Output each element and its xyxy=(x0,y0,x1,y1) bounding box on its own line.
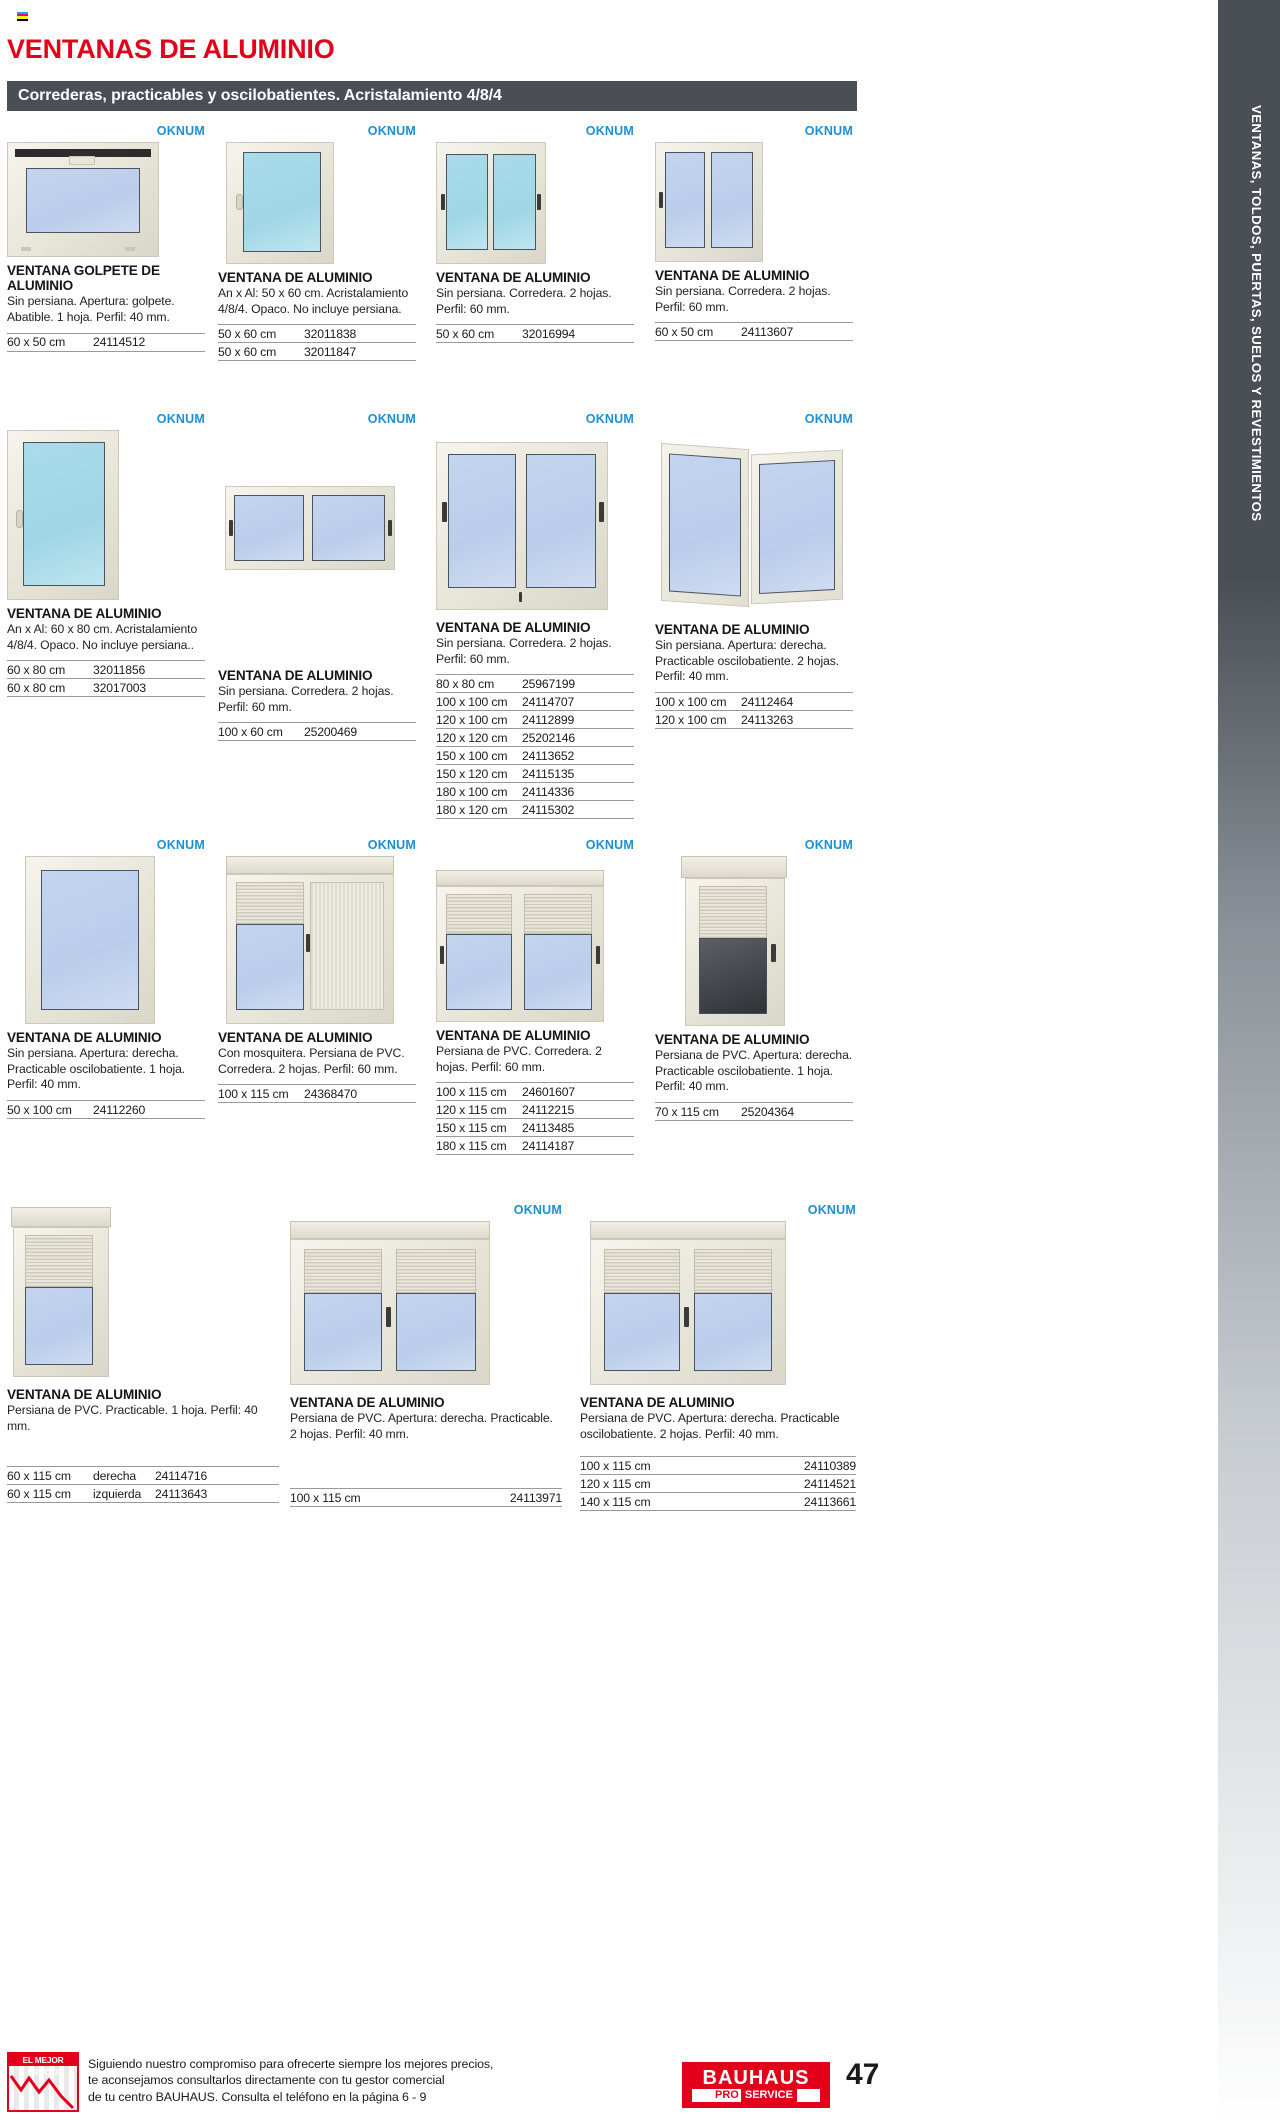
brand-label: OKNUM xyxy=(807,1203,856,1217)
table-row xyxy=(7,1484,279,1503)
product-image-p9 xyxy=(7,856,205,1024)
table-row xyxy=(436,1118,634,1136)
code-cell: 24113971 xyxy=(509,1490,562,1505)
size-cell: 120 x 120 cm xyxy=(436,730,508,745)
table-row xyxy=(655,692,853,710)
product-description: An x Al: 60 x 80 cm. Acristalamiento 4/8/4. Opaco. No incluye persiana.. xyxy=(7,622,198,652)
code-cell: 24113607 xyxy=(741,324,794,339)
product-code-table xyxy=(218,324,416,361)
pro-service-label xyxy=(692,2089,820,2102)
section-subtitle-bar xyxy=(7,81,857,111)
category-side-tab-label: VENTANAS, TOLDOS, PUERTAS, SUELOS Y REVESTIMIENTOS xyxy=(1249,105,1264,522)
code-cell: 24113652 xyxy=(522,748,575,763)
brand-label: OKNUM xyxy=(156,124,205,138)
product-description: Sin persiana. Apertura: golpete. Abatible. 1 hoja. Perfil: 40 mm. xyxy=(7,294,175,325)
product-image-p13 xyxy=(7,1207,279,1377)
table-row xyxy=(436,692,634,710)
product-description: Persiana de PVC. Corredera. 2 hojas. Perfil: 60 mm. xyxy=(436,1044,602,1074)
code-cell: 25204364 xyxy=(741,1104,795,1119)
size-cell: 100 x 100 cm xyxy=(436,694,508,709)
product-description: Persiana de PVC. Apertura: derecha. Practicable. 2 hojas. Perfil: 40 mm. xyxy=(290,1411,553,1441)
product-title: VENTANA DE ALUMINIO xyxy=(218,668,373,683)
table-row xyxy=(436,324,634,343)
brand-label: OKNUM xyxy=(585,838,634,852)
size-cell: 180 x 115 cm xyxy=(436,1138,507,1153)
code-cell: 24112215 xyxy=(522,1102,575,1117)
product-image-p4 xyxy=(655,142,853,262)
product-title: VENTANA DE ALUMINIO xyxy=(436,1028,591,1043)
size-cell: 50 x 60 cm xyxy=(218,344,277,359)
orientation-cell: izquierda xyxy=(93,1486,142,1501)
product-code-table xyxy=(7,660,205,697)
table-row xyxy=(436,1082,634,1100)
bauhaus-logo-text: BAUHAUS xyxy=(702,2067,810,2089)
product-card-p12[interactable] xyxy=(655,838,853,1121)
code-cell: 32017003 xyxy=(93,680,147,695)
table-row xyxy=(436,746,634,764)
best-price-badge-label: EL MEJOR PRECIO xyxy=(9,2054,77,2066)
size-cell: 70 x 115 cm xyxy=(655,1104,719,1119)
product-card-p15[interactable] xyxy=(580,1203,856,1511)
code-cell: 24114716 xyxy=(155,1468,208,1483)
product-description: Persiana de PVC. Practicable. 1 hoja. Perfil: 40 mm. xyxy=(7,1403,258,1433)
table-row xyxy=(7,660,205,678)
size-cell: 80 x 80 cm xyxy=(436,676,495,691)
brand-label: OKNUM xyxy=(367,838,416,852)
product-card-p3[interactable] xyxy=(436,124,634,343)
code-cell: 24601607 xyxy=(522,1084,576,1099)
product-description: An x Al: 50 x 60 cm. Acristalamiento 4/8/4. Opaco. No incluye persiana. xyxy=(218,286,409,316)
size-cell: 100 x 100 cm xyxy=(655,694,727,709)
code-cell: 24114187 xyxy=(522,1138,575,1153)
product-title: VENTANA DE ALUMINIO xyxy=(580,1395,735,1410)
product-code-table xyxy=(7,333,205,352)
code-cell: 24114512 xyxy=(93,335,146,350)
brand-label: OKNUM xyxy=(804,124,853,138)
table-row xyxy=(580,1474,856,1492)
size-cell: 150 x 115 cm xyxy=(436,1120,507,1135)
code-cell: 24368470 xyxy=(304,1086,358,1101)
bauhaus-logo xyxy=(682,2062,830,2108)
product-title: VENTANA DE ALUMINIO xyxy=(655,622,810,637)
table-row xyxy=(436,800,634,819)
brand-label: OKNUM xyxy=(804,412,853,426)
product-card-p10[interactable] xyxy=(218,838,416,1103)
product-code-table xyxy=(436,1082,634,1155)
product-image-p11 xyxy=(436,870,634,1022)
footer-note-line2: te aconsejamos consultarlos directamente con tu gestor comercial xyxy=(88,2073,445,2088)
size-cell: 100 x 115 cm xyxy=(290,1490,361,1505)
code-cell: 25967199 xyxy=(522,676,576,691)
code-cell: 24113485 xyxy=(522,1120,575,1135)
code-cell: 25200469 xyxy=(304,724,358,739)
product-code-table xyxy=(655,692,853,729)
size-cell: 50 x 60 cm xyxy=(436,326,495,341)
table-row xyxy=(7,333,205,352)
table-row xyxy=(218,1084,416,1103)
size-cell: 60 x 50 cm xyxy=(7,335,66,350)
product-description: Persiana de PVC. Apertura: derecha. Practicable oscilobatiente. 2 hojas. Perfil: 40 mm. xyxy=(580,1411,840,1441)
product-image-p5 xyxy=(7,430,205,600)
size-cell: 100 x 115 cm xyxy=(436,1084,507,1099)
product-description: Sin persiana. Corredera. 2 hojas. Perfil: 60 mm. xyxy=(655,284,831,314)
footer-note-line3: de tu centro BAUHAUS. Consulta el teléfono en la página 6 - 9 xyxy=(88,2089,427,2104)
brand-label: OKNUM xyxy=(585,412,634,426)
product-code-table xyxy=(218,1084,416,1103)
table-row xyxy=(7,678,205,697)
footer-note-line1: Siguiendo nuestro compromiso para ofrecerte siempre los mejores precios, xyxy=(88,2057,494,2071)
brand-label: OKNUM xyxy=(367,124,416,138)
size-cell: 100 x 115 cm xyxy=(218,1086,289,1101)
code-cell: 24114521 xyxy=(803,1476,856,1491)
code-cell: 24112260 xyxy=(93,1102,146,1117)
size-cell: 180 x 120 cm xyxy=(436,802,508,817)
product-code-table xyxy=(436,324,634,343)
brand-label: OKNUM xyxy=(585,124,634,138)
size-cell: 100 x 60 cm xyxy=(218,724,283,739)
product-card-p2[interactable] xyxy=(218,124,416,361)
product-description: Sin persiana. Apertura: derecha. Practicable oscilobatiente. 2 hojas. Perfil: 40 mm. xyxy=(655,638,840,684)
product-code-table xyxy=(655,1102,853,1121)
product-title: VENTANA DE ALUMINIO xyxy=(436,620,591,635)
code-cell: 32011838 xyxy=(304,326,357,341)
product-card-p13[interactable] xyxy=(7,1203,279,1503)
product-code-table xyxy=(580,1456,856,1511)
category-side-tab xyxy=(1218,0,1280,580)
product-image-p12 xyxy=(655,856,853,1026)
table-row xyxy=(436,1136,634,1155)
product-card-p9[interactable] xyxy=(7,838,205,1119)
table-row xyxy=(436,728,634,746)
table-row xyxy=(655,1102,853,1121)
table-row xyxy=(436,674,634,692)
product-image-p3 xyxy=(436,142,634,264)
product-description: Sin persiana. Corredera. 2 hojas. Perfil: 60 mm. xyxy=(436,286,612,316)
size-cell: 120 x 115 cm xyxy=(436,1102,507,1117)
pro-label: PRO xyxy=(715,2089,739,2101)
table-row xyxy=(436,710,634,728)
product-image-p2 xyxy=(218,142,416,264)
product-image-p15 xyxy=(580,1221,856,1385)
cmyk-registration-icon xyxy=(17,12,28,21)
code-cell: 24114707 xyxy=(522,694,575,709)
size-cell: 120 x 100 cm xyxy=(436,712,508,727)
brand-label: OKNUM xyxy=(156,838,205,852)
product-image-p10 xyxy=(218,856,416,1024)
orientation-cell: derecha xyxy=(93,1468,136,1483)
code-cell: 25202146 xyxy=(522,730,576,745)
size-cell: 50 x 60 cm xyxy=(218,326,277,341)
size-cell: 140 x 115 cm xyxy=(580,1494,651,1509)
page-number: 47 xyxy=(846,2058,880,2091)
size-cell: 120 x 115 cm xyxy=(580,1476,651,1491)
product-card-p4[interactable] xyxy=(655,124,853,341)
size-cell: 180 x 100 cm xyxy=(436,784,508,799)
code-cell: 32011847 xyxy=(304,344,357,359)
falling-price-chart-icon xyxy=(9,2066,77,2110)
brand-label: OKNUM xyxy=(513,1203,562,1217)
product-code-table xyxy=(290,1488,562,1507)
size-cell: 150 x 100 cm xyxy=(436,748,508,763)
product-description: Sin persiana. Corredera. 2 hojas. Perfil: 60 mm. xyxy=(436,636,612,666)
product-title: VENTANA DE ALUMINIO xyxy=(7,1030,162,1045)
code-cell: 32011856 xyxy=(93,662,146,677)
product-title: VENTANA DE ALUMINIO xyxy=(290,1395,445,1410)
table-row xyxy=(290,1488,562,1507)
product-image-p6 xyxy=(218,486,416,570)
table-row xyxy=(580,1456,856,1474)
product-code-table xyxy=(655,322,853,341)
size-cell: 120 x 100 cm xyxy=(655,712,727,727)
footer-note xyxy=(88,2056,493,2105)
product-card-p7[interactable] xyxy=(436,412,634,819)
code-cell: 24110389 xyxy=(803,1458,856,1473)
product-title: VENTANA DE ALUMINIO xyxy=(7,1387,162,1402)
brand-label: OKNUM xyxy=(156,412,205,426)
product-title: VENTANA DE ALUMINIO xyxy=(655,268,810,283)
product-card-p11[interactable] xyxy=(436,838,634,1155)
code-cell: 24113661 xyxy=(803,1494,856,1509)
code-cell: 24114336 xyxy=(522,784,575,799)
size-cell: 60 x 115 cm xyxy=(7,1486,71,1501)
product-code-table xyxy=(218,722,416,741)
table-row xyxy=(218,342,416,361)
size-cell: 100 x 115 cm xyxy=(580,1458,651,1473)
brand-label: OKNUM xyxy=(367,412,416,426)
product-image-p14 xyxy=(290,1221,562,1385)
product-title: VENTANA DE ALUMINIO xyxy=(218,1030,373,1045)
best-price-badge xyxy=(7,2052,79,2112)
product-description: Sin persiana. Apertura: derecha. Practicable oscilobatiente. 1 hoja. Perfil: 40 mm. xyxy=(7,1046,186,1092)
product-title: VENTANA DE ALUMINIO xyxy=(436,270,591,285)
code-cell: 32016994 xyxy=(522,326,576,341)
table-row xyxy=(436,782,634,800)
table-row xyxy=(436,1100,634,1118)
table-row xyxy=(218,324,416,342)
product-code-table xyxy=(436,674,634,819)
section-subtitle-text: Correderas, practicables y oscilobatientes. Acristalamiento 4/8/4 xyxy=(18,87,502,104)
product-card-p6[interactable] xyxy=(218,412,416,741)
product-title: VENTANA DE ALUMINIO xyxy=(7,606,162,621)
product-description: Sin persiana. Corredera. 2 hojas. Perfil: 60 mm. xyxy=(218,684,394,714)
product-image-p7 xyxy=(436,442,634,610)
product-title: VENTANA GOLPETE DE ALUMINIO xyxy=(7,263,160,294)
product-card-p8[interactable] xyxy=(655,412,853,729)
product-card-p5[interactable] xyxy=(7,412,205,697)
product-code-table xyxy=(7,1100,205,1119)
product-description: Persiana de PVC. Apertura: derecha. Practicable oscilobatiente. 1 hoja. Perfil: 40 mm. xyxy=(655,1048,853,1094)
size-cell: 60 x 50 cm xyxy=(655,324,714,339)
page-title: VENTANAS DE ALUMINIO xyxy=(7,34,335,64)
table-row xyxy=(7,1466,279,1484)
size-cell: 150 x 120 cm xyxy=(436,766,508,781)
code-cell: 24112899 xyxy=(522,712,575,727)
code-cell: 24113263 xyxy=(741,712,794,727)
product-image-p8 xyxy=(655,440,853,610)
product-title: VENTANA DE ALUMINIO xyxy=(655,1032,810,1047)
side-gradient-strip xyxy=(1218,580,1280,2125)
product-image-p1 xyxy=(7,142,205,257)
service-label: SERVICE xyxy=(741,2089,797,2102)
size-cell: 50 x 100 cm xyxy=(7,1102,72,1117)
product-code-table xyxy=(7,1466,279,1503)
table-row xyxy=(655,710,853,729)
brand-label: OKNUM xyxy=(804,838,853,852)
code-cell: 24112464 xyxy=(741,694,794,709)
code-cell: 24115135 xyxy=(522,766,575,781)
product-title: VENTANA DE ALUMINIO xyxy=(218,270,373,285)
table-row xyxy=(580,1492,856,1511)
product-card-p1[interactable] xyxy=(7,124,205,352)
product-description: Con mosquitera. Persiana de PVC. Corredera. 2 hojas. Perfil: 60 mm. xyxy=(218,1046,405,1076)
table-row xyxy=(7,1100,205,1119)
code-cell: 24115302 xyxy=(522,802,575,817)
size-cell: 60 x 80 cm xyxy=(7,662,66,677)
table-row xyxy=(436,764,634,782)
product-card-p14[interactable] xyxy=(290,1203,562,1507)
size-cell: 60 x 80 cm xyxy=(7,680,66,695)
table-row xyxy=(218,722,416,741)
size-cell: 60 x 115 cm xyxy=(7,1468,71,1483)
code-cell: 24113643 xyxy=(155,1486,208,1501)
table-row xyxy=(655,322,853,341)
